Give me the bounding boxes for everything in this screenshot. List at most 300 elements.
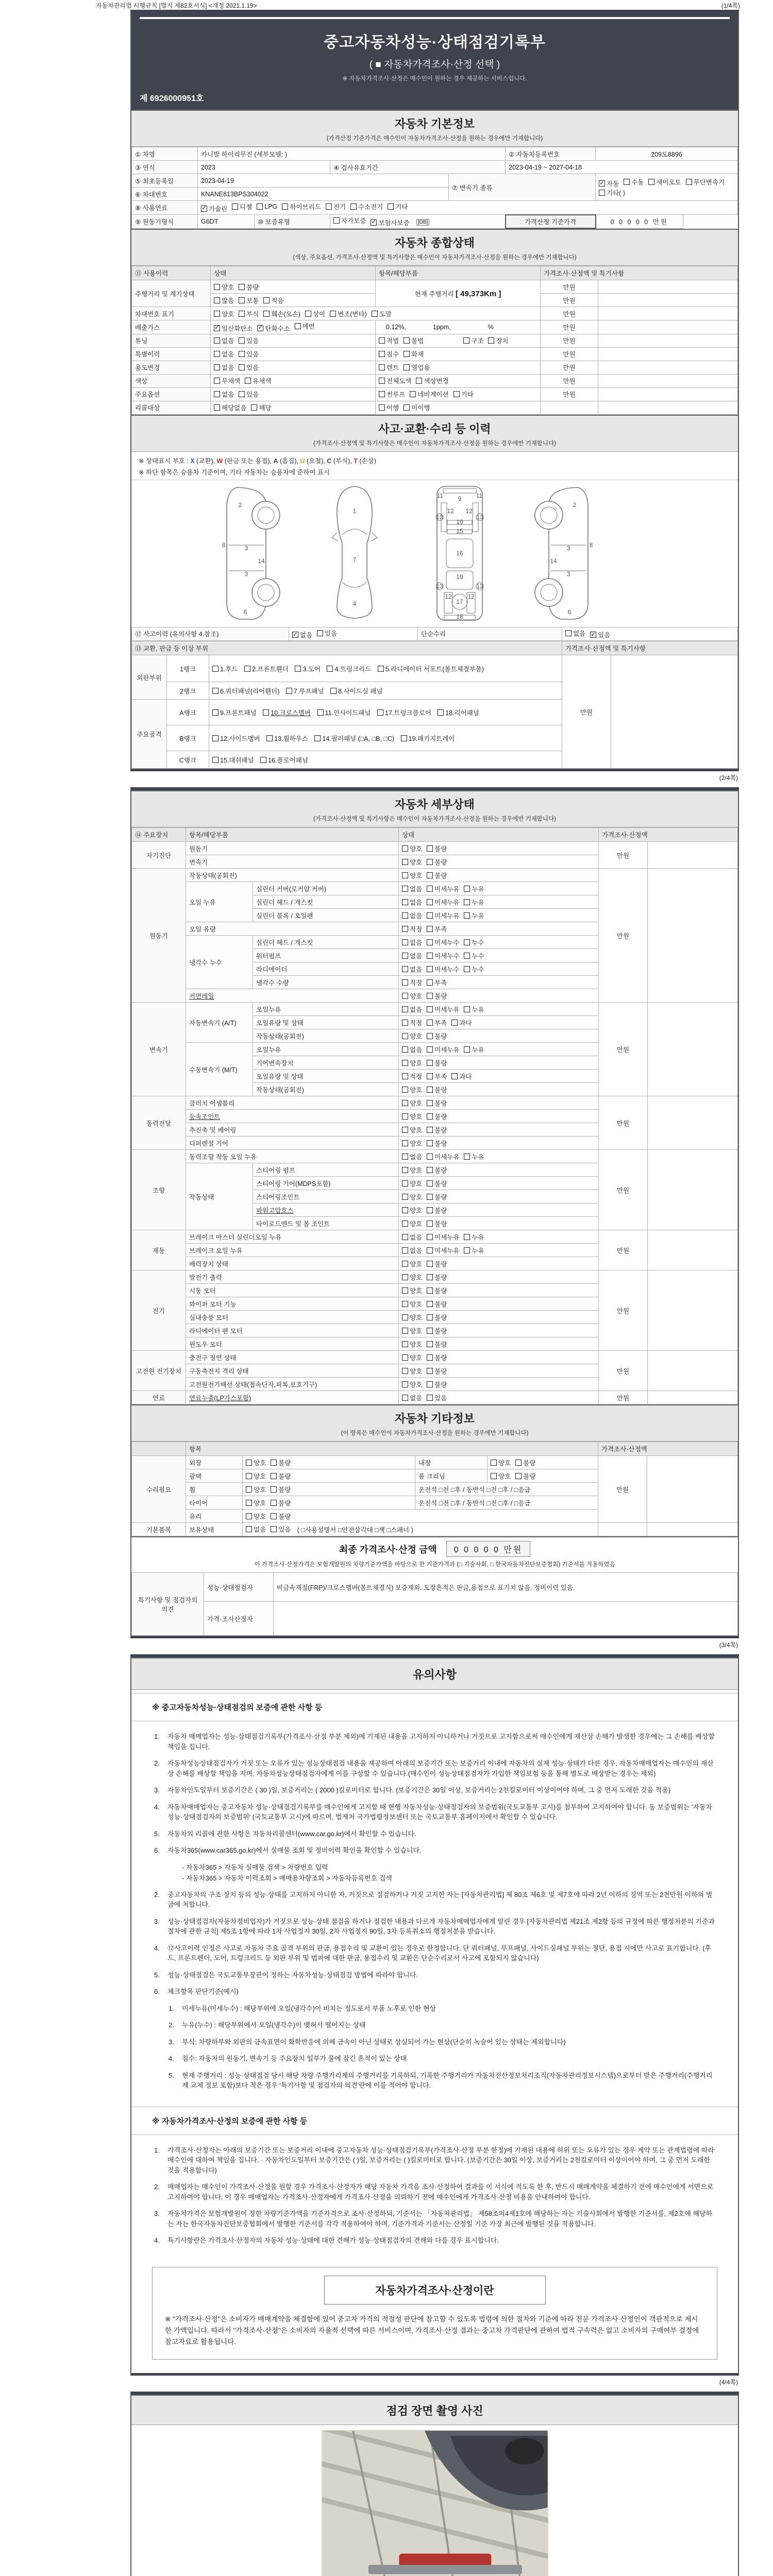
checkbox-양호[interactable]: 양호 xyxy=(402,1085,422,1094)
state-options xyxy=(399,1364,599,1378)
doc-number: 제 6926000951호 xyxy=(140,94,204,103)
checkbox-미세누수[interactable]: 미세누수 xyxy=(427,938,459,947)
legend-part: A xyxy=(273,457,278,465)
checkbox-무단변속기[interactable]: 무단변속기 xyxy=(686,177,725,187)
checkbox-불량[interactable]: 불량 xyxy=(427,1380,447,1389)
panel-number-12: 12 xyxy=(467,592,475,600)
checkbox-누유[interactable]: 누유 xyxy=(464,911,484,920)
checkbox-3.도어[interactable]: 3.도어 xyxy=(295,664,321,673)
checkbox-미세누유[interactable]: 미세누유 xyxy=(427,897,459,907)
panel-number-16: 16 xyxy=(456,549,463,557)
checkbox-보험사보증[interactable]: ✓ 보험사보증 xyxy=(371,219,410,227)
checkbox-불량[interactable]: 불량 xyxy=(427,1286,447,1295)
checkbox-부족[interactable]: 부족 xyxy=(427,1072,447,1081)
checkbox-적정[interactable]: 적정 xyxy=(402,1072,422,1081)
checkbox-불량[interactable]: 불량 xyxy=(427,1179,447,1188)
remark-cell xyxy=(598,307,738,320)
checkbox-양호[interactable]: 양호 xyxy=(402,1098,422,1108)
checkbox-없음[interactable]: 없음 xyxy=(402,1393,422,1402)
checkbox-불량[interactable]: 불량 xyxy=(427,1259,447,1268)
panel-number-4: 4 xyxy=(352,600,357,607)
other-info-table xyxy=(131,1442,738,1536)
appraiser-label: 가격·조사산정자 xyxy=(204,1602,274,1636)
checkbox-미세누유[interactable]: 미세누유 xyxy=(427,911,459,920)
checkbox-양호[interactable]: 양호 xyxy=(402,1366,422,1376)
checkbox-유채색[interactable]: 유채색 xyxy=(245,376,271,385)
state-options xyxy=(399,1056,599,1070)
notice-item: 매매업자는 매수인이 가격조사·산정을 원할 경우 가격조사·산정자가 해당 자동차 가격을 조사·산정하여 결과를 이 서식에 적도록 한 후, 반드시 매매계약을 체결하기 전에 매수인에게 서면으로 고지하여야 합니다. 이 경우 매매업자는 가격조사·산정자에게 가격조사·산정을 의뢰하기 전에 매수인에게 가격조사·산정 비용을 안내하여야 합니다. xyxy=(167,2183,714,2201)
checkbox-누유[interactable]: 누유 xyxy=(464,1045,484,1054)
checkbox-네비게이션[interactable]: 네비게이션 xyxy=(410,389,448,399)
checkbox-불량[interactable]: 불량 xyxy=(427,1219,447,1228)
checkbox-부족[interactable]: 부족 xyxy=(427,1018,447,1027)
checkbox-미세누유[interactable]: 미세누유 xyxy=(427,1005,459,1014)
checkbox-양호[interactable]: 양호 xyxy=(402,1353,422,1362)
notice-item: 누유(누수) : 해당부위에서 오일(냉각수)이 맺혀서 떨어지는 상태 xyxy=(182,2021,366,2029)
top-bar xyxy=(96,1,740,10)
notice-item: 자동차인도일부터 보증기간은 ( 30 )일, 보증거리는 ( 2000 )킬로미터로 합니다. (보증기간은 30일 이상, 보증거리는 2천킬로미터 이상이어야 하며, 그 중 먼저 도래한 것을 적용) xyxy=(167,1786,671,1794)
checkbox-누유[interactable]: 누유 xyxy=(464,1005,484,1014)
checkbox-양호[interactable]: 양호 xyxy=(402,1192,422,1201)
checkbox-8.사이드실 패널[interactable]: 8.사이드실 패널 xyxy=(330,686,382,696)
checkbox-불량[interactable]: 불량 xyxy=(271,1498,291,1507)
checkbox-4.트렁크리드[interactable]: 4.트렁크리드 xyxy=(327,664,371,673)
checkbox-양호[interactable]: 양호 xyxy=(214,309,234,318)
checkbox-양호[interactable]: 양호 xyxy=(402,1031,422,1041)
checkbox-7.루프패널[interactable]: 7.루프패널 xyxy=(286,686,324,696)
page-3 xyxy=(130,1654,739,2376)
panel-number-14: 14 xyxy=(550,557,557,565)
checkbox-10.크로스멤버[interactable]: 10.크로스멤버 xyxy=(263,708,311,717)
section-accident-header xyxy=(131,415,738,452)
checkbox-있음[interactable]: 있음 xyxy=(239,363,259,372)
checkbox-불량[interactable]: 불량 xyxy=(427,1125,447,1134)
car-damage-diagram xyxy=(131,480,738,627)
checkbox-불량[interactable]: 불량 xyxy=(515,1471,535,1481)
checkbox-불량[interactable]: 불량 xyxy=(427,1139,447,1148)
checkbox-있음[interactable]: 있음 xyxy=(239,336,259,345)
checkbox-색상변경[interactable]: 색상변경 xyxy=(416,376,448,385)
field-label: ⑩ 보증유형 xyxy=(255,215,330,229)
divider xyxy=(140,17,730,19)
page-1 xyxy=(130,10,739,771)
checkbox-양호[interactable]: 양호 xyxy=(402,1380,422,1389)
checkbox-부식[interactable]: 부식 xyxy=(239,309,259,318)
checkbox-없음[interactable]: 없음 xyxy=(246,1524,266,1534)
checkbox-상이[interactable]: 상이 xyxy=(305,309,325,318)
checkbox-불법[interactable]: 불법 xyxy=(404,336,424,345)
item-label: 냉각수 수량 xyxy=(253,976,399,989)
item-label: 오일유량 및 상태 xyxy=(253,1016,399,1029)
document xyxy=(130,10,739,2576)
checkbox-양호[interactable]: 양호 xyxy=(246,1485,266,1494)
checkbox-무채색[interactable]: 무채색 xyxy=(214,376,240,385)
state-options xyxy=(399,1003,599,1016)
checkbox-있음[interactable]: 있음 xyxy=(271,1524,291,1534)
checkbox-양호[interactable]: 양호 xyxy=(402,1299,422,1309)
sub-group-label: 수동변속기 (M/T) xyxy=(186,1043,253,1096)
panel-number-7: 7 xyxy=(352,555,357,563)
checkbox-훼손(오손)[interactable]: 훼손(오손) xyxy=(263,309,300,318)
price-cell: 만원 xyxy=(599,842,648,869)
checkbox-많음[interactable]: 많음 xyxy=(214,296,234,305)
section-title: 자동차 종합상태 xyxy=(395,236,475,249)
notice-item: 자동차365(www.car365.go.kr)에서 실매물 조회 및 정비이력 확인을 확인할 수 있습니다. xyxy=(167,1846,422,1854)
base-price-label: 가격산정 기준가격 xyxy=(506,215,596,229)
checkbox-탄화수소[interactable]: ✓ 탄화수소 xyxy=(258,325,290,332)
checkbox-양호[interactable]: 양호 xyxy=(214,282,234,292)
checkbox-없음[interactable]: 없음 xyxy=(402,1246,422,1255)
page-marker-3: (3/4쪽) xyxy=(719,1641,738,1649)
notice-item: 미세누유(미세누수) : 해당부위에 오일(냉각수)이 비치는 정도로서 부품 노후로 인한 현상 xyxy=(182,2004,436,2012)
checkbox-불량[interactable]: 불량 xyxy=(271,1471,291,1481)
checkbox-LPG[interactable]: LPG xyxy=(257,203,277,210)
checkbox-전체도색[interactable]: 전체도색 xyxy=(379,376,411,385)
checkbox-불량[interactable]: 불량 xyxy=(271,1485,291,1494)
checkbox-없음[interactable]: 없음 xyxy=(214,349,234,359)
checkbox-6.쿼터패널(리어휀더)[interactable]: 6.쿼터패널(리어휀더) xyxy=(212,686,279,696)
checkbox-누유[interactable]: 누유 xyxy=(464,1246,484,1255)
checkbox-양호[interactable]: 양호 xyxy=(402,857,422,867)
state-options xyxy=(399,1391,599,1404)
state-options xyxy=(399,1284,599,1297)
section-title: 자동차 기타정보 xyxy=(395,1412,475,1425)
checkbox-불량[interactable]: 불량 xyxy=(427,1112,447,1121)
law-note: 자동차관리법 시행규칙 [별지 제82호서식] <개정 2021.1.19> xyxy=(96,2,257,9)
checkbox-양호[interactable]: 양호 xyxy=(402,1125,422,1134)
checkbox-불량[interactable]: 불량 xyxy=(427,1313,447,1322)
checkbox-양호[interactable]: 양호 xyxy=(402,1326,422,1335)
checkbox-양호[interactable]: 양호 xyxy=(491,1471,511,1481)
legend-part: C xyxy=(327,457,332,465)
checkbox-가솔린[interactable]: ✓ 가솔린 xyxy=(201,205,228,213)
comp-table: ⑪ 사용이력 상태 항목/해당부품 가격조사·산정액 및 특기사항 주행거리 및 계기상태 양호 불량 현재 주행거리 [ 49,373Km ] 만원 많음 보통 적음 만원 차대번호 표기 양호 부식 훼손(오손) 상이 변조(변타) 도말 만원 배출가스 ✓ 일산화탄소 ✓ 탄화수소 매연 0.12%, 1ppm, % 만원 튜닝 없음 있음 적법 불법 구조 장치 만원 특별이력 없음 있음 침수 화재 만원 용도변경 없음 있음 렌트 영업용 만원 색상 무채색 유채색 전체도색 색상변경 만원 주요옵션 없음 있음 썬루프 네비게이션 기타 만원 리콜대상 해당없음 해당 이행 미이행 xyxy=(131,266,738,415)
checkbox-불량[interactable]: 불량 xyxy=(427,1165,447,1175)
vin: KNANE813BPS304022 xyxy=(198,188,449,201)
checkbox-있음[interactable]: ✓ 있음 xyxy=(591,631,611,639)
checkbox-없음[interactable]: 없음 xyxy=(402,938,422,947)
panel-number-11: 11 xyxy=(476,492,483,499)
checkbox-부족[interactable]: 부족 xyxy=(427,978,447,987)
item-label: 오일 유량 xyxy=(186,922,399,936)
rank-items xyxy=(209,655,562,682)
item-label: 디퍼렌셜 기어 xyxy=(186,1137,399,1150)
checkbox-과다[interactable]: 과다 xyxy=(451,1072,472,1081)
notice-item: 부식: 차량하부와 외판의 금속표면이 화학반응에 의해 금속이 아닌 상태로 상실되어 가는 현상(단순히 녹슬어 있는 상태는 제외합니다) xyxy=(182,2038,566,2046)
checkbox-없음[interactable]: 없음 xyxy=(214,336,234,345)
checkbox-15.대쉬패널[interactable]: 15.대쉬패널 xyxy=(212,755,254,765)
checkbox-불량[interactable]: 불량 xyxy=(427,1085,447,1094)
checkbox-있음[interactable]: 있음 xyxy=(239,389,259,399)
checkbox-적정[interactable]: 적정 xyxy=(402,924,422,934)
section-detail-header xyxy=(131,790,738,827)
price-cell: 만원 xyxy=(541,361,598,374)
checkbox-양호[interactable]: 양호 xyxy=(246,1458,266,1467)
checkbox-불량[interactable]: 불량 xyxy=(427,844,447,853)
current-mileage: 현재 주행거리 [ 49,373Km ] xyxy=(376,280,541,307)
checkbox-양호[interactable]: 양호 xyxy=(402,1139,422,1148)
state-options xyxy=(399,1351,599,1364)
rank-label: A랭크 xyxy=(167,700,209,725)
section-other-header xyxy=(131,1404,738,1442)
checkbox-5.라디에이터 서포트(볼트체결부품)[interactable]: 5.라디에이터 서포트(볼트체결부품) xyxy=(378,664,484,673)
state-options xyxy=(399,1110,599,1123)
price-cell: 만원 xyxy=(599,1351,648,1391)
checkbox-양호[interactable]: 양호 xyxy=(402,1206,422,1215)
section-comprehensive-header xyxy=(131,229,738,266)
item-label: 라디에이터 xyxy=(253,962,399,976)
checkbox-불량[interactable]: 불량 xyxy=(427,857,447,867)
checkbox-누수[interactable]: 누수 xyxy=(464,951,484,960)
checkbox-양호[interactable]: 양호 xyxy=(402,1219,422,1228)
checkbox-장치[interactable]: 장치 xyxy=(488,336,508,345)
checkbox-18.리어패널[interactable]: 18.리어패널 xyxy=(438,708,479,717)
state-options xyxy=(399,936,599,949)
checkbox-자가보증[interactable]: 자가보증 xyxy=(333,216,366,225)
item-label: 실린더 헤드 / 개스킷 xyxy=(253,936,399,949)
checkbox-없음[interactable]: 없음 xyxy=(402,1232,422,1242)
checkbox-없음[interactable]: 없음 xyxy=(214,389,234,399)
appraiser-opinion xyxy=(274,1602,738,1636)
checkbox-화재[interactable]: 화재 xyxy=(404,349,424,359)
checkbox-미세누유[interactable]: 미세누유 xyxy=(427,1232,459,1242)
checkbox-불량[interactable]: 불량 xyxy=(427,991,447,1001)
state-options xyxy=(399,1123,599,1137)
remark-cell xyxy=(598,334,738,347)
panel-number-12: 12 xyxy=(447,507,454,515)
checkbox-양호[interactable]: 양호 xyxy=(246,1471,266,1481)
warranty-options xyxy=(330,215,506,229)
checkbox-없음[interactable]: 없음 xyxy=(402,1005,422,1014)
price-survey-box xyxy=(152,2267,717,2360)
checkbox-양호[interactable]: 양호 xyxy=(402,1259,422,1268)
checkbox-13.휠하우스[interactable]: 13.휠하우스 xyxy=(266,734,308,743)
field-label: ① 차명 xyxy=(132,147,198,161)
checkbox-양호[interactable]: 양호 xyxy=(402,1165,422,1175)
checkbox-양호[interactable]: 양호 xyxy=(402,1058,422,1067)
checkbox-적정[interactable]: 적정 xyxy=(402,1018,422,1027)
notice-item: 자동차매매업자는 중고자동차 성능·상태점검기록부를 매수인에게 고지할 때 현행 자동차성능·상태점검자의 보증범위(국토교통부 고시)를 첨부하여 고지하여야 합니다. 동 보증범위는 '자동차성능·상태점검자의 보증범위' (국토교통부 고시)에 따르며, 법제처 국가법령정보센터 또는 국토교통부 홈페이지에서 확인할 수 있습니다. xyxy=(167,1803,713,1821)
checkbox-양호[interactable]: 양호 xyxy=(402,991,422,1001)
checkbox-적정[interactable]: 적정 xyxy=(402,978,422,987)
checkbox-양호[interactable]: 양호 xyxy=(402,1112,422,1121)
checkbox-12.사이드멤버[interactable]: 12.사이드멤버 xyxy=(212,734,260,743)
remark-cell xyxy=(598,280,738,294)
legend-part: U xyxy=(300,457,305,465)
checkbox-없음[interactable]: 없음 xyxy=(402,911,422,920)
checkbox-없음[interactable]: 없음 xyxy=(214,363,234,372)
checkbox-해당없음[interactable]: 해당없음 xyxy=(214,403,246,412)
notice-item: 가격조사·산정자는 아래의 보증기간 또는 보증거리 이내에 중고자동차 성능·상태점검기록부(가격조사·산정 부분 한정)에 기재된 내용에 허위 또는 오류가 있는 경우 계약 또는 관계법령에 따라 매수인에 대하여 책임을 집니다. · 자동차인도일부터 보증기간은 ( )일, 보증거리는 ( )킬로미터로 합니다. (보증기간은 30일 이상, 보증거리는 2천킬로미터 이상이어야 하며, 그 중 먼저 도래한 것을 적용합니다) xyxy=(167,2146,714,2174)
item-label: 스티어링조인트 xyxy=(253,1190,399,1204)
state-options xyxy=(399,949,599,962)
state-options xyxy=(399,1337,599,1351)
checkbox-미세누수[interactable]: 미세누수 xyxy=(427,951,459,960)
checkbox-누유[interactable]: 누유 xyxy=(464,884,484,893)
checkbox-불량[interactable]: 불량 xyxy=(427,1353,447,1362)
checkbox-없음[interactable]: 없음 xyxy=(402,1045,422,1054)
checkbox-17.트렁크플로어[interactable]: 17.트렁크플로어 xyxy=(377,708,431,717)
checkbox-19.패키지트레이[interactable]: 19.패키지트레이 xyxy=(401,734,455,743)
checkbox-양호[interactable]: 양호 xyxy=(491,1458,511,1467)
item-label: 작동상태(공회전) xyxy=(186,869,399,882)
checkbox-14.필러패널 (□A, □B, □C)[interactable]: 14.필러패널 (□A, □B, □C) xyxy=(314,734,394,743)
checkbox-도말[interactable]: 도말 xyxy=(372,309,392,318)
checkbox-불량[interactable]: 불량 xyxy=(427,871,447,880)
checkbox-자동[interactable]: ✓ 자동 xyxy=(599,180,619,188)
checkbox-기타( )[interactable]: 기타( ) xyxy=(599,188,625,197)
item-label: 동력조향 작동 오일 누유 xyxy=(186,1150,399,1163)
checkbox-미세누수[interactable]: 미세누수 xyxy=(427,964,459,974)
checkbox-양호[interactable]: 양호 xyxy=(246,1498,266,1507)
checkbox-해당[interactable]: 해당 xyxy=(251,403,271,412)
state-options xyxy=(399,1016,599,1029)
checkbox-미세누유[interactable]: 미세누유 xyxy=(427,1152,459,1161)
checkbox-불량[interactable]: 불량 xyxy=(427,1098,447,1108)
field-label: ③ 연식 xyxy=(132,161,198,174)
item-label: 발전기 출력 xyxy=(186,1270,399,1284)
checkbox-매연[interactable]: 매연 xyxy=(295,321,315,331)
checkbox-불량[interactable]: 불량 xyxy=(427,1206,447,1215)
checkbox-없음[interactable]: 없음 xyxy=(402,951,422,960)
checkbox-미이행[interactable]: 미이행 xyxy=(404,403,430,412)
checkbox-양호[interactable]: 양호 xyxy=(402,1179,422,1188)
checkbox-16.플로어패널[interactable]: 16.플로어패널 xyxy=(260,755,308,765)
checkbox-누유[interactable]: 누유 xyxy=(464,897,484,907)
panel-number-8: 8 xyxy=(222,541,226,549)
checkbox-없음[interactable]: ✓ 없음 xyxy=(293,631,313,639)
final-price-row xyxy=(131,1536,738,1559)
checkbox-불량[interactable]: 불량 xyxy=(427,1192,447,1201)
checkbox-적음[interactable]: 적음 xyxy=(263,296,283,305)
checkbox-없음[interactable]: 없음 xyxy=(402,897,422,907)
checkbox-9.프론트패널[interactable]: 9.프론트패널 xyxy=(212,708,257,717)
basic-table xyxy=(131,147,738,229)
checkbox-이행[interactable]: 이행 xyxy=(379,403,399,412)
checkbox-미세누유[interactable]: 미세누유 xyxy=(427,884,459,893)
checkbox-불량[interactable]: 불량 xyxy=(427,1340,447,1349)
section-title: 점검 장면 촬영 사진 xyxy=(386,2404,483,2418)
state-options xyxy=(399,1217,599,1230)
checkbox-없음[interactable]: 없음 xyxy=(402,1152,422,1161)
checkbox-불량[interactable]: 불량 xyxy=(427,1031,447,1041)
state-options xyxy=(399,909,599,922)
checkbox-하이브리드[interactable]: 하이브리드 xyxy=(282,202,321,211)
checkbox-렌트[interactable]: 렌트 xyxy=(379,363,399,372)
checkbox-양호[interactable]: 양호 xyxy=(246,1512,266,1521)
checkbox-불량[interactable]: 불량 xyxy=(427,1366,447,1376)
checkbox-2.프론트휀더[interactable]: 2.프론트휀더 xyxy=(244,664,289,673)
panel-number-1: 1 xyxy=(352,507,357,515)
checkbox-누유[interactable]: 누유 xyxy=(464,1152,484,1161)
checkbox-세미오토[interactable]: 세미오토 xyxy=(648,177,681,187)
checkbox-없음[interactable]: 없음 xyxy=(402,964,422,974)
row-label: 특별이력 xyxy=(132,347,211,361)
notice-subheading: ※ 중고자동차성능·상태점검의 보증에 관한 사항 등 xyxy=(131,1693,738,1721)
checkbox-누수[interactable]: 누수 xyxy=(464,964,484,974)
checkbox-일산화탄소[interactable]: ✓ 일산화탄소 xyxy=(214,325,253,332)
checkbox-있음[interactable]: 있음 xyxy=(239,349,259,359)
legend-part: (손상) xyxy=(357,457,376,465)
row-label: 튜닝 xyxy=(132,334,211,347)
state-options xyxy=(399,989,599,1003)
checkbox-양호[interactable]: 양호 xyxy=(402,1313,422,1322)
panel-number-13: 13 xyxy=(436,582,443,590)
checkbox-수동[interactable]: 수동 xyxy=(624,177,644,187)
legend-part: (흠집), xyxy=(278,457,300,465)
checkbox-불량[interactable]: 불량 xyxy=(515,1458,535,1467)
row-label: 용도변경 xyxy=(132,361,211,374)
basic-items-list: ( □사용설명서 □안전삼각대 □잭 □스패너 ) xyxy=(297,1527,413,1534)
checkbox-침수[interactable]: 침수 xyxy=(379,349,399,359)
checkbox-없음[interactable]: 없음 xyxy=(402,884,422,893)
rank-table xyxy=(131,641,738,769)
checkbox-영업용[interactable]: 영업용 xyxy=(404,363,430,372)
checkbox-부족[interactable]: 부족 xyxy=(427,924,447,934)
item-label: 브레이크 오일 누유 xyxy=(186,1244,399,1257)
item-label: 커먼레일 xyxy=(186,989,399,1003)
checkbox-과다[interactable]: 과다 xyxy=(451,1018,472,1027)
checkbox-변조(변타)[interactable]: 변조(변타) xyxy=(330,309,367,318)
checkbox-불량[interactable]: 불량 xyxy=(427,1299,447,1309)
section-title: 자동차 기본정보 xyxy=(395,117,475,130)
price-cell: 만원 xyxy=(598,1456,647,1523)
checkbox-기타[interactable]: 기타 xyxy=(453,389,474,399)
state-options xyxy=(399,882,599,895)
section-notice-header xyxy=(131,1657,738,1690)
checkbox-없음[interactable]: 없음 xyxy=(565,629,585,638)
checkbox-불량[interactable]: 불량 xyxy=(271,1458,291,1467)
checkbox-1.후드[interactable]: 1.후드 xyxy=(212,664,238,673)
checkbox-양호[interactable]: 양호 xyxy=(402,871,422,880)
checkbox-있음[interactable]: 있음 xyxy=(427,1393,447,1402)
checkbox-누유[interactable]: 누유 xyxy=(464,1232,484,1242)
state-options xyxy=(399,1043,599,1056)
checkbox-썬루프[interactable]: 썬루프 xyxy=(379,389,405,399)
checkbox-전기[interactable]: 전기 xyxy=(326,202,346,211)
checkbox-미세누유[interactable]: 미세누유 xyxy=(427,1246,459,1255)
note-legend: ※ 하단 항목은 승용차 기준이며, 기타 자동차는 승용차에 준하여 표시 xyxy=(131,466,738,480)
item-label: 변속기 xyxy=(186,855,399,869)
state-options xyxy=(399,1230,599,1244)
checkbox-적법[interactable]: 적법 xyxy=(379,336,399,345)
checkbox-불량[interactable]: 불량 xyxy=(427,1273,447,1282)
checkbox-11.인사이드패널[interactable]: 11.인사이드패널 xyxy=(317,708,371,717)
checkbox-구조[interactable]: 구조 xyxy=(463,336,483,345)
checkbox-불량[interactable]: 불량 xyxy=(427,1058,447,1067)
checkbox-양호[interactable]: 양호 xyxy=(402,1273,422,1282)
checkbox-디젤[interactable]: 디젤 xyxy=(232,202,252,211)
checkbox-불량[interactable]: 불량 xyxy=(239,282,259,292)
checkbox-양호[interactable]: 양호 xyxy=(402,1286,422,1295)
checkbox-양호[interactable]: 양호 xyxy=(402,1340,422,1349)
panel-number-3: 3 xyxy=(566,570,570,578)
checkbox-기타[interactable]: 기타 xyxy=(388,202,408,211)
exchange-right-header: 가격조사·산정액 및 특기사항 xyxy=(562,641,738,655)
checkbox-수소전기[interactable]: 수소전기 xyxy=(350,202,383,211)
checkbox-보통[interactable]: 보통 xyxy=(239,296,259,305)
sub-group-label: 작동상태 xyxy=(186,1163,253,1230)
checkbox-불량[interactable]: 불량 xyxy=(427,1326,447,1335)
legend-part: (교환), xyxy=(194,457,217,465)
checkbox-미세누유[interactable]: 미세누유 xyxy=(427,1045,459,1054)
checkbox-누수[interactable]: 누수 xyxy=(464,938,484,947)
checkbox-불량[interactable]: 불량 xyxy=(271,1512,291,1521)
checkbox-있음[interactable]: 있음 xyxy=(317,629,337,638)
section-subtitle: (가격산정 기준가격은 매수인이 자동차가격조사·산정을 원하는 경우에만 기재합니다) xyxy=(326,135,543,142)
notice-dash: - 자동차365 > 자동차 이력조회 > 매매용차량조회 > 자동차등록번호 검색 xyxy=(182,1874,392,1882)
checkbox-양호[interactable]: 양호 xyxy=(402,844,422,853)
